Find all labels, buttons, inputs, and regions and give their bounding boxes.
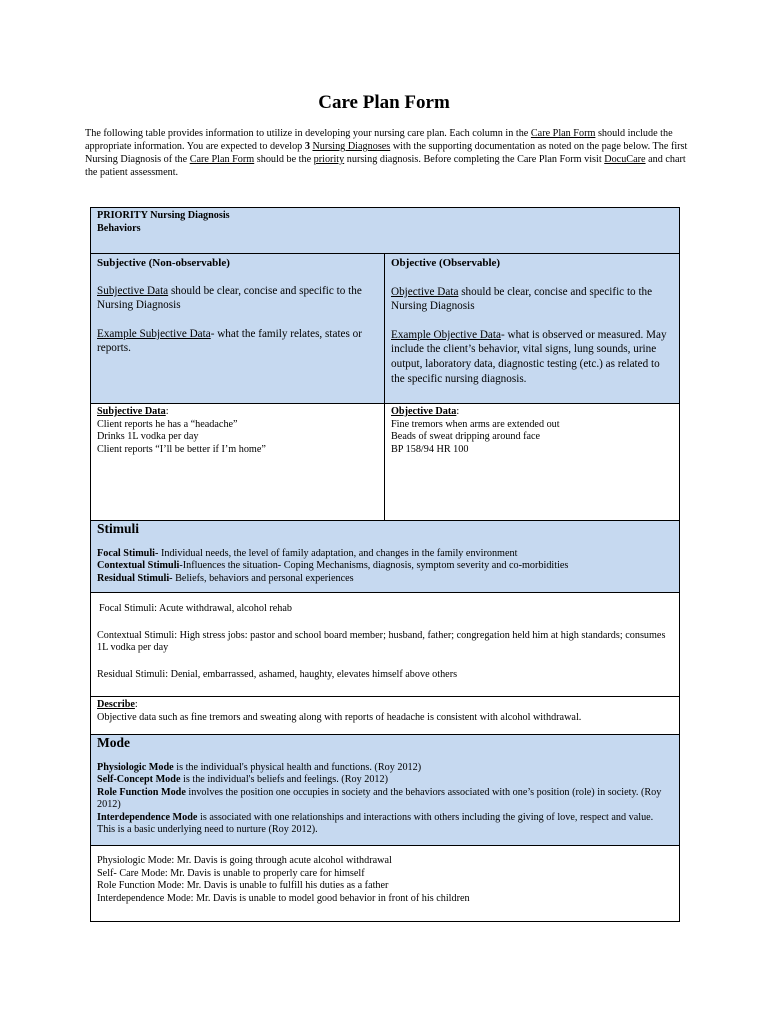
- subjective-data-label: [97, 406, 378, 419]
- nursing-diagnoses-link[interactable]: Nursing Diagnoses: [312, 141, 391, 152]
- residual-stimuli-label: Residual Stimuli-: [97, 572, 173, 584]
- objective-data-term: Objective Data: [391, 285, 459, 298]
- subjective-guidance-cell: [91, 254, 385, 404]
- self-concept-mode-text: is the individual's beliefs and feelings. (Roy 2012): [180, 774, 388, 785]
- objective-item: Beads of sweat dripping around face: [391, 431, 541, 442]
- self-concept-mode-definition: [97, 774, 673, 787]
- residual-stimuli-definition: [97, 573, 673, 586]
- objective-example-text: - what is observed or measured. May include the client’s behavior, vital signs, lung sounds, urine output, laboratory data, diagnostic testing (etc.) as related to the specific nursing diagnosis.: [391, 328, 667, 385]
- intro-text: The following table provides information to utilize in developing your nursing care plan. Each column in the: [85, 128, 531, 139]
- role-function-mode-definition: [97, 787, 673, 812]
- objective-data-cell: [385, 404, 680, 521]
- physiologic-mode-text: is the individual's physical health and functions. (Roy 2012): [173, 761, 422, 773]
- objective-example: [391, 328, 673, 386]
- objective-data-label-text: Objective Data: [391, 406, 457, 417]
- care-plan-table: [90, 207, 680, 922]
- describe-text: Objective data such as fine tremors and sweating along with reports of headache is consistent with alcohol withdrawal.: [97, 711, 582, 723]
- subjective-guidance-text: should be clear, concise and specific to the: [168, 285, 362, 297]
- page-title: Care Plan Form: [318, 92, 450, 113]
- care-plan-form-link[interactable]: Care Plan Form: [530, 128, 596, 139]
- intro-paragraph: [85, 127, 690, 179]
- objective-item: Fine tremors when arms are extended out: [391, 418, 560, 430]
- interdependence-mode-text: is associated with one relationships and interactions with others including the giving of love, respect and value. This is a basic underlying need to nurture (Roy 2012).: [97, 811, 654, 835]
- objective-data-label: [391, 406, 673, 419]
- priority-diagnosis-title: PRIORITY Nursing Diagnosis: [97, 210, 230, 221]
- physiologic-mode-definition: [97, 762, 673, 775]
- intro-text: and chart the patient assessment.: [85, 154, 686, 178]
- mode-guidance-cell: [91, 735, 680, 846]
- mode-title: Mode: [97, 735, 130, 750]
- subjective-heading: Subjective (Non-observable): [97, 257, 230, 269]
- intro-text: should include the appropriate information. You are expected to develop: [85, 128, 673, 152]
- objective-guidance-cell: [385, 254, 680, 404]
- subjective-item: Drinks 1L vodka per day: [97, 431, 199, 442]
- mode-answer: Self- Care Mode: Mr. Davis is unable to properly care for himself: [97, 867, 365, 879]
- describe-label: [97, 699, 673, 712]
- interdependence-mode-label: Interdependence Mode: [97, 811, 198, 823]
- contextual-stimuli-label: Contextual Stimuli: [97, 560, 180, 571]
- residual-stimuli-answer: Residual Stimuli: Denial, embarrassed, ashamed, haughty, elevates himself above others: [97, 668, 458, 680]
- residual-stimuli-text: Beliefs, behaviors and personal experiences: [172, 572, 354, 584]
- role-function-mode-text: involves the position one occupies in society and the behaviors associated with one’s position (role) in society. (Roy 2012): [97, 786, 662, 810]
- focal-stimuli-text: Individual needs, the level of family adaptation, and changes in the family environment: [158, 547, 518, 559]
- stimuli-guidance-cell: [91, 521, 680, 593]
- physiologic-mode-label: Physiologic Mode: [97, 761, 174, 773]
- self-concept-mode-label: Self-Concept Mode: [97, 774, 181, 785]
- focal-stimuli-label: Focal Stimuli-: [97, 547, 159, 559]
- subjective-guidance: [97, 284, 378, 298]
- interdependence-mode-definition: [97, 812, 673, 837]
- contextual-stimuli-answer: Contextual Stimuli: High stress jobs: pastor and school board member; husband, father; congregation held him at high standards; consumes 1L vodka per day: [97, 629, 666, 653]
- stimuli-answers-cell: [91, 593, 680, 697]
- subjective-example-text: - what the family relates, states or reports.: [97, 328, 362, 354]
- colon: :: [165, 406, 169, 417]
- objective-guidance: [391, 285, 673, 314]
- subjective-item: Client reports he has a “headache”: [97, 418, 238, 430]
- priority-diagnosis-header: [91, 208, 680, 254]
- mode-answer: Interdependence Mode: Mr. Davis is unable to model good behavior in front of his children: [97, 892, 470, 904]
- subjective-data-cell: [91, 404, 385, 521]
- colon: :: [456, 406, 460, 417]
- intro-text: with the supporting documentation as noted on the page below. The first Nursing Diagnosis of the: [85, 141, 688, 165]
- describe-label-text: Describe: [97, 699, 135, 710]
- subjective-item: Client reports “I’ll be better if I’m home”: [97, 443, 266, 455]
- subjective-example: [97, 327, 378, 355]
- docucare-link[interactable]: DocuCare: [604, 154, 646, 165]
- focal-stimuli-definition: [97, 548, 673, 561]
- objective-guidance-text: should be clear, concise and specific to the Nursing Diagnosis: [391, 285, 653, 313]
- example-subjective-term: Example Subjective Data: [97, 328, 211, 340]
- objective-item: BP 158/94 HR 100: [391, 443, 469, 455]
- stimuli-title: Stimuli: [97, 521, 140, 536]
- describe-cell: [91, 697, 680, 735]
- mode-answer: Physiologic Mode: Mr. Davis is going through acute alcohol withdrawal: [97, 855, 392, 866]
- example-objective-term: Example Objective Data: [391, 328, 501, 341]
- subjective-data-term: Subjective Data: [97, 285, 169, 297]
- behaviors-title: Behaviors: [97, 222, 141, 234]
- contextual-stimuli-text: -Influences the situation- Coping Mechanisms, diagnosis, symptom severity and co-morbidities: [179, 560, 569, 571]
- subjective-data-label-text: Subjective Data: [97, 406, 166, 417]
- focal-stimuli-answer: Focal Stimuli: Acute withdrawal, alcohol rehab: [99, 603, 292, 614]
- care-plan-form-link-2[interactable]: Care Plan Form: [189, 154, 255, 165]
- diagnosis-count: 3: [304, 141, 310, 152]
- subjective-guidance-line2: Nursing Diagnosis: [97, 299, 181, 311]
- mode-answer: Role Function Mode: Mr. Davis is unable to fulfill his duties as a father: [97, 880, 389, 891]
- priority-link[interactable]: priority: [313, 154, 345, 165]
- mode-answers-cell: [91, 846, 680, 922]
- colon: :: [134, 699, 138, 710]
- intro-text: should be the: [254, 154, 314, 165]
- intro-text: nursing diagnosis. Before completing the Care Plan Form visit: [344, 154, 605, 165]
- role-function-mode-label: Role Function Mode: [97, 786, 186, 798]
- contextual-stimuli-definition: [97, 560, 673, 573]
- objective-heading: Objective (Observable): [391, 257, 501, 269]
